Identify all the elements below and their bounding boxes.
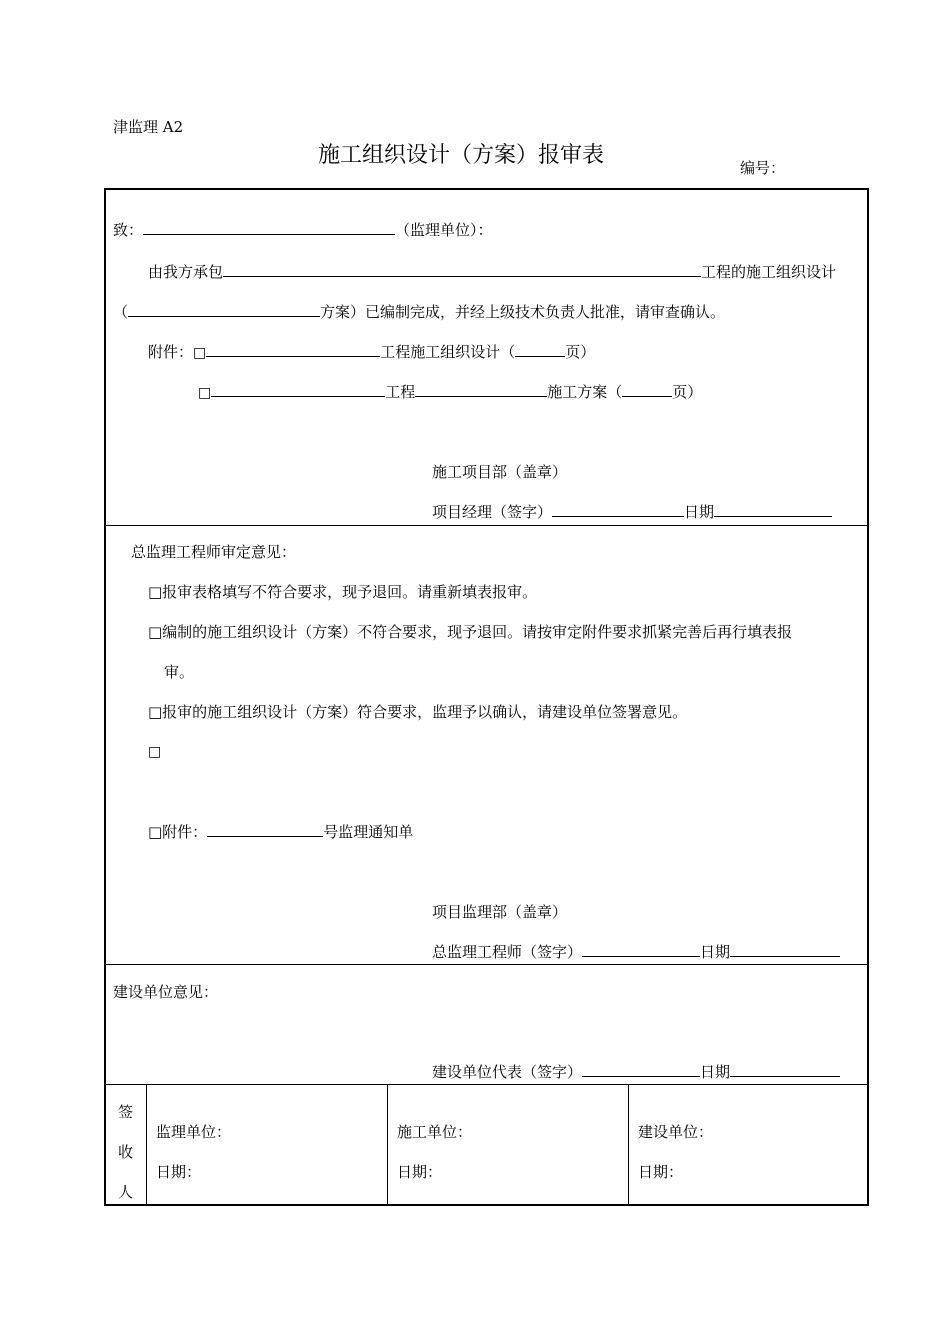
attach2-mid1: 工程 [385, 383, 416, 401]
owner-opinion-heading: 建设单位意见： [113, 983, 219, 1001]
attach1-project-field[interactable] [206, 342, 380, 357]
attachment-line-1 [148, 342, 595, 363]
form-code: 津监理 A2 [113, 118, 184, 136]
project-name-field[interactable] [223, 262, 701, 277]
to-prefix: 致： [113, 221, 144, 239]
divider-3 [104, 1084, 869, 1085]
receipt-owner-date[interactable]: 日期： [638, 1163, 684, 1181]
manager-sign-label: 项目经理（签字） [432, 503, 553, 521]
manager-sign-line [432, 502, 832, 522]
scheme-name-field[interactable] [128, 302, 320, 317]
number-label: 编号： [740, 159, 786, 177]
owner-rep-sign-label: 建设单位代表（签字） [432, 1063, 583, 1081]
attach2-checkbox[interactable]: □ [198, 385, 212, 401]
receipt-owner-unit[interactable]: 建设单位： [638, 1123, 714, 1141]
attachment-line-2 [198, 382, 702, 403]
option-approved[interactable]: □报审的施工组织设计（方案）符合要求，监理予以确认，请建设单位签署意见。 [148, 703, 688, 721]
construction-dept-stamp: 施工项目部（盖章） [432, 463, 568, 481]
receipt-construction-unit[interactable]: 施工单位： [397, 1123, 473, 1141]
owner-date-label: 日期 [700, 1063, 731, 1081]
attach2-pages-field[interactable] [622, 382, 672, 397]
option-format-invalid[interactable]: □报审表格填写不符合要求，现予退回。请重新填表报审。 [148, 583, 538, 601]
attach2-scheme-field[interactable] [415, 382, 547, 397]
page-title: 施工组织设计（方案）报审表 [318, 143, 605, 168]
to-line [113, 220, 493, 240]
receipt-supervision-unit[interactable]: 监理单位： [156, 1123, 232, 1141]
line1-suffix: 工程的施工组织设计 [701, 263, 837, 281]
engineer-sign-line [432, 942, 840, 962]
attach2-end: 页） [672, 383, 703, 401]
col-divider-3 [628, 1084, 629, 1206]
receiver-char-1: 签 [118, 1103, 134, 1121]
manager-date-label: 日期 [684, 503, 715, 521]
manager-date-field[interactable] [714, 502, 832, 517]
owner-rep-sign-field[interactable] [582, 1062, 700, 1077]
divider-2 [104, 964, 869, 965]
receipt-construction-date[interactable]: 日期： [397, 1163, 443, 1181]
attach1-checkbox[interactable]: □ [193, 345, 207, 361]
supervision-dept-stamp: 项目监理部（盖章） [432, 903, 568, 921]
engineer-date-field[interactable] [730, 942, 840, 957]
engineer-sign-field[interactable] [582, 942, 700, 957]
line2-suffix: 方案）已编制完成，并经上级技术负责人批准，请审查确认。 [320, 303, 726, 321]
attach1-end: 页） [565, 343, 596, 361]
notice-number-field[interactable] [207, 822, 323, 837]
engineer-date-label: 日期 [700, 943, 731, 961]
option-design-invalid[interactable]: □编制的施工组织设计（方案）不符合要求，现予退回。请按审定附件要求抓紧完善后再行填表报 [148, 623, 793, 641]
col-divider-1 [146, 1084, 147, 1206]
form-table [104, 188, 869, 1206]
line2-prefix: （ [113, 303, 129, 321]
attach1-mid: 工程施工组织设计（ [380, 343, 516, 361]
contract-line [148, 262, 836, 282]
notice-attach-suffix: 号监理通知单 [323, 823, 414, 841]
manager-sign-field[interactable] [552, 502, 684, 517]
divider-1 [104, 525, 869, 526]
receiver-char-3: 人 [118, 1183, 134, 1201]
supervision-unit-field[interactable] [143, 220, 395, 235]
col-divider-2 [387, 1084, 388, 1206]
chief-engineer-heading: 总监理工程师审定意见： [131, 543, 297, 561]
to-suffix: （监理单位）： [395, 221, 493, 239]
line1-prefix: 由我方承包 [148, 263, 224, 281]
attach2-project-field[interactable] [211, 382, 385, 397]
option-other-checkbox[interactable]: □ [148, 744, 162, 760]
notice-attachment-line [148, 822, 413, 842]
receiver-char-2: 收 [118, 1143, 134, 1161]
attach1-pages-field[interactable] [515, 342, 565, 357]
scheme-line [113, 302, 725, 322]
receipt-supervision-date[interactable]: 日期： [156, 1163, 202, 1181]
option-design-invalid-cont: 审。 [164, 663, 195, 681]
owner-rep-sign-line [432, 1062, 840, 1082]
attach2-mid2: 施工方案（ [547, 383, 623, 401]
engineer-sign-label: 总监理工程师（签字） [432, 943, 583, 961]
owner-date-field[interactable] [730, 1062, 840, 1077]
notice-attach-prefix[interactable]: □附件： [148, 823, 208, 841]
attach-label: 附件： [148, 343, 194, 361]
